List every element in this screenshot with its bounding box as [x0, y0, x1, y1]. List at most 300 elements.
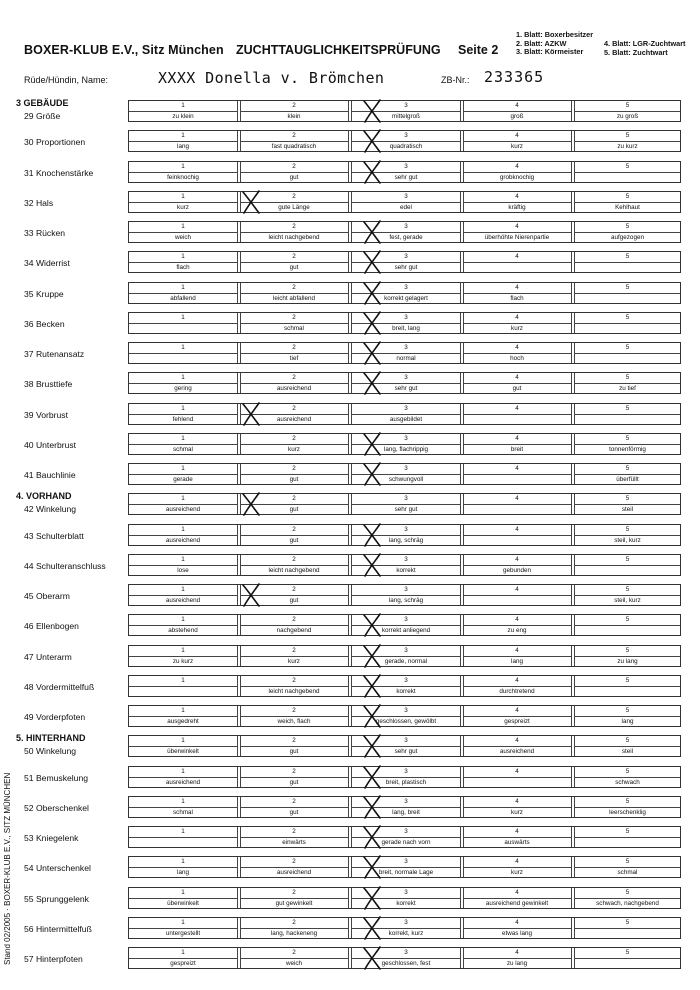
rating-option-5[interactable] [575, 464, 680, 484]
rating-description: gut [240, 474, 348, 485]
rating-option-1[interactable] [129, 948, 237, 968]
rating-option-3[interactable] [352, 404, 460, 424]
rating-option-5[interactable] [575, 343, 680, 363]
rating-option-2[interactable] [240, 615, 348, 635]
rating-option-1[interactable] [129, 676, 237, 696]
rating-description: lang, flachrippig [352, 444, 460, 455]
rating-description: ausreichend [129, 535, 237, 546]
rating-number: 3 [404, 828, 408, 835]
rating-description: gute Länge [240, 202, 348, 213]
rating-number: 4 [515, 344, 519, 351]
rating-option-5[interactable] [575, 313, 680, 333]
criterion-row [0, 887, 700, 911]
rating-number: 3 [404, 647, 408, 654]
rating-option-4[interactable] [463, 313, 571, 333]
rating-option-4[interactable] [463, 494, 571, 514]
rating-option-4[interactable] [463, 343, 571, 363]
rating-number: 4 [515, 707, 519, 714]
rating-option-1[interactable] [129, 222, 237, 242]
rating-number: 5 [625, 707, 630, 714]
rating-description [575, 958, 680, 969]
rating-description: breit, plastisch [352, 777, 460, 788]
rating-option-4[interactable] [463, 888, 571, 908]
rating-option-5[interactable] [575, 525, 680, 545]
rating-description [129, 837, 237, 848]
rating-option-5[interactable] [575, 192, 680, 212]
rating-description: gut [240, 746, 348, 757]
rating-option-1[interactable] [129, 918, 237, 938]
rating-number: 3 [404, 344, 408, 351]
rating-number: 2 [292, 132, 296, 139]
rating-number: 3 [404, 798, 408, 805]
rating-option-2[interactable] [240, 888, 348, 908]
rating-option-1[interactable] [129, 646, 237, 666]
rating-option-1[interactable] [129, 797, 237, 817]
rating-description: zu kurz [575, 141, 680, 152]
rating-option-2[interactable] [240, 918, 348, 938]
rating-description: korrekt [352, 898, 460, 909]
rating-description: leerschenklig [575, 807, 680, 818]
rating-number: 2 [292, 344, 296, 351]
criterion-label: 44 Schulteranschluss [24, 561, 106, 571]
rating-option-2[interactable] [240, 676, 348, 696]
rating-scale [128, 342, 681, 364]
rating-option-2[interactable] [240, 525, 348, 545]
rating-option-2[interactable] [240, 646, 348, 666]
rating-number: 3 [404, 102, 408, 109]
rating-number: 1 [181, 707, 185, 714]
rating-option-4[interactable] [463, 797, 571, 817]
rating-option-4[interactable] [463, 464, 571, 484]
rating-option-5[interactable] [575, 827, 680, 847]
rating-option-1[interactable] [129, 494, 237, 514]
rating-option-2[interactable] [240, 283, 348, 303]
rating-description: feinknochig [129, 172, 237, 183]
rating-scale [128, 251, 681, 273]
rating-description: flach [463, 293, 571, 304]
rating-description: lang, schräg [352, 535, 460, 546]
rating-option-5[interactable] [575, 373, 680, 393]
rating-option-1[interactable] [129, 736, 237, 756]
rating-number: 3 [404, 132, 408, 139]
rating-option-4[interactable] [463, 615, 571, 635]
rating-number: 5 [625, 495, 630, 502]
rating-scale [128, 463, 681, 485]
rating-option-4[interactable] [463, 767, 571, 787]
rating-option-4[interactable] [463, 827, 571, 847]
rating-number: 4 [515, 284, 519, 291]
rating-option-3[interactable] [352, 192, 460, 212]
rating-option-4[interactable] [463, 646, 571, 666]
criterion-row [0, 705, 700, 729]
rating-description [575, 353, 680, 364]
rating-description: gut [240, 807, 348, 818]
form-version-side-text: Stand 02/2005 · BOXER-KLUB E.V., SITZ MÜNCHEN [3, 772, 12, 965]
rating-option-4[interactable] [463, 162, 571, 182]
rating-scale [128, 554, 681, 576]
rating-description [463, 474, 571, 485]
rating-option-2[interactable] [240, 736, 348, 756]
rating-number: 2 [292, 465, 296, 472]
rating-option-2[interactable] [240, 555, 348, 575]
rating-description [575, 293, 680, 304]
rating-number: 3 [404, 435, 408, 442]
rating-number: 4 [515, 586, 519, 593]
rating-number: 3 [404, 586, 408, 593]
rating-option-1[interactable] [129, 252, 237, 272]
rating-number: 3 [404, 284, 408, 291]
rating-description: einwärts [240, 837, 348, 848]
rating-option-5[interactable] [575, 101, 680, 121]
rating-option-2[interactable] [240, 222, 348, 242]
rating-description: zu kurz [129, 656, 237, 667]
rating-description [463, 414, 571, 425]
rating-description: breit [463, 444, 571, 455]
rating-number: 1 [181, 223, 185, 230]
rating-description [575, 172, 680, 183]
rating-option-4[interactable] [463, 948, 571, 968]
criterion-label: 30 Proportionen [24, 137, 86, 147]
rating-description: gut [463, 383, 571, 394]
rating-option-5[interactable] [575, 797, 680, 817]
rating-description: lang, hackeneng [240, 928, 348, 939]
rating-description: ausreichend [240, 383, 348, 394]
rating-description: gut [240, 262, 348, 273]
rating-description: sehr gut [352, 504, 460, 515]
rating-number: 3 [404, 919, 408, 926]
section-heading: 4. VORHAND [16, 491, 72, 501]
rating-option-1[interactable] [129, 283, 237, 303]
checkmark-x-icon [361, 370, 383, 396]
rating-description: zu tief [575, 383, 680, 394]
rating-scale [128, 312, 681, 334]
criterion-label: 51 Bemuskelung [24, 773, 89, 783]
rating-number: 3 [404, 858, 408, 865]
rating-number: 1 [181, 798, 185, 805]
rating-option-2[interactable] [240, 131, 348, 151]
rating-option-2[interactable] [240, 827, 348, 847]
rating-option-5[interactable] [575, 162, 680, 182]
rating-number: 3 [404, 768, 408, 775]
rating-option-1[interactable] [129, 101, 237, 121]
rating-number: 2 [292, 163, 296, 170]
rating-scale [128, 766, 681, 788]
criterion-row [0, 312, 700, 336]
rating-number: 3 [404, 707, 408, 714]
rating-option-4[interactable] [463, 252, 571, 272]
rating-option-2[interactable] [240, 857, 348, 877]
rating-number: 3 [404, 163, 408, 170]
rating-number: 1 [181, 526, 185, 533]
rating-number: 5 [625, 465, 630, 472]
rating-option-2[interactable] [240, 162, 348, 182]
rating-number: 1 [181, 737, 185, 744]
rating-number: 2 [292, 616, 296, 623]
rating-number: 2 [292, 405, 296, 412]
form-title [236, 43, 498, 57]
rating-number: 3 [404, 193, 408, 200]
rating-option-1[interactable] [129, 615, 237, 635]
rating-scale [128, 161, 681, 183]
rating-description: ausreichend [240, 414, 348, 425]
rating-option-5[interactable] [575, 131, 680, 151]
rating-option-2[interactable] [240, 706, 348, 726]
rating-number: 1 [181, 586, 185, 593]
rating-description: ausreichend [463, 746, 571, 757]
rating-option-4[interactable] [463, 857, 571, 877]
rating-option-4[interactable] [463, 373, 571, 393]
checkmark-x-icon [361, 612, 383, 638]
rating-number: 5 [625, 768, 630, 775]
rating-option-2[interactable] [240, 373, 348, 393]
rating-option-5[interactable] [575, 283, 680, 303]
rating-number: 5 [625, 405, 630, 412]
rating-number: 1 [181, 858, 185, 865]
rating-option-4[interactable] [463, 101, 571, 121]
rating-description: korrekt anliegend [352, 625, 460, 636]
rating-description: abstehend [129, 625, 237, 636]
rating-number: 4 [515, 435, 519, 442]
rating-option-5[interactable] [575, 706, 680, 726]
rating-description: fast quadratisch [240, 141, 348, 152]
rating-number: 1 [181, 768, 185, 775]
rating-option-1[interactable] [129, 888, 237, 908]
checkmark-x-icon [361, 885, 383, 911]
rating-description: tief [240, 353, 348, 364]
criterion-label: 45 Oberarm [24, 591, 70, 601]
criterion-label: 50 Winkelung [24, 746, 77, 756]
rating-description: fest, gerade [352, 232, 460, 243]
rating-description: aufgezogen [575, 232, 680, 243]
rating-option-5[interactable] [575, 676, 680, 696]
rating-description: kurz [463, 867, 571, 878]
rating-number: 5 [625, 284, 630, 291]
criterion-label: 38 Brusttiefe [24, 379, 73, 389]
rating-number: 5 [625, 647, 630, 654]
rating-number: 2 [292, 707, 296, 714]
rating-description: steil, kurz [575, 535, 680, 546]
rating-description: gut [240, 504, 348, 515]
checkmark-x-icon [361, 280, 383, 306]
rating-option-4[interactable] [463, 676, 571, 696]
rating-option-4[interactable] [463, 222, 571, 242]
rating-description: weich, flach [240, 716, 348, 727]
rating-option-5[interactable] [575, 948, 680, 968]
rating-option-1[interactable] [129, 131, 237, 151]
criterion-row [0, 403, 700, 427]
rating-number: 3 [404, 616, 408, 623]
rating-description: lang [129, 141, 237, 152]
rating-option-2[interactable] [240, 252, 348, 272]
rating-description: breit, lang [352, 323, 460, 334]
rating-option-2[interactable] [240, 101, 348, 121]
rating-description: zu lang [463, 958, 571, 969]
rating-option-1[interactable] [129, 434, 237, 454]
rating-number: 4 [515, 919, 519, 926]
rating-number: 1 [181, 495, 185, 502]
rating-scale [128, 735, 681, 757]
rating-option-1[interactable] [129, 827, 237, 847]
rating-number: 4 [515, 223, 519, 230]
rating-option-5[interactable] [575, 888, 680, 908]
rating-description: überfüllt [575, 474, 680, 485]
rating-option-1[interactable] [129, 162, 237, 182]
criterion-label: 56 Hintermittelfuß [24, 924, 92, 934]
rating-option-4[interactable] [463, 918, 571, 938]
rating-option-2[interactable] [240, 767, 348, 787]
rating-option-1[interactable] [129, 192, 237, 212]
rating-option-5[interactable] [575, 585, 680, 605]
rating-description: geschlossen, gewölbt [352, 716, 460, 727]
rating-description: kurz [129, 202, 237, 213]
rating-number: 4 [515, 193, 519, 200]
rating-option-2[interactable] [240, 464, 348, 484]
rating-option-4[interactable] [463, 404, 571, 424]
rating-description: gebunden [463, 565, 571, 576]
rating-description: korrekt [352, 686, 460, 697]
rating-description: kurz [463, 323, 571, 334]
criterion-label: 55 Sprunggelenk [24, 894, 89, 904]
rating-number: 2 [292, 828, 296, 835]
copy-line: 1. Blatt: Boxerbesitzer [516, 30, 594, 39]
criterion-row [0, 100, 700, 124]
criterion-row [0, 221, 700, 245]
rating-option-5[interactable] [575, 252, 680, 272]
rating-option-4[interactable] [463, 706, 571, 726]
criterion-label: 54 Unterschenkel [24, 863, 91, 873]
rating-description: überwinkelt [129, 746, 237, 757]
rating-option-5[interactable] [575, 434, 680, 454]
rating-option-5[interactable] [575, 615, 680, 635]
rating-number: 5 [625, 798, 630, 805]
rating-number: 3 [404, 556, 408, 563]
rating-option-5[interactable] [575, 222, 680, 242]
rating-description: schmal [575, 867, 680, 878]
rating-option-4[interactable] [463, 585, 571, 605]
rating-description [575, 565, 680, 576]
rating-option-1[interactable] [129, 404, 237, 424]
rating-description: untergestellt [129, 928, 237, 939]
rating-option-5[interactable] [575, 494, 680, 514]
rating-description: korrekt, kurz [352, 928, 460, 939]
rating-scale [128, 826, 681, 848]
rating-option-4[interactable] [463, 131, 571, 151]
rating-number: 1 [181, 253, 185, 260]
rating-option-4[interactable] [463, 525, 571, 545]
rating-number: 1 [181, 344, 185, 351]
dog-name-field[interactable]: XXXX Donella v. Brömchen [158, 69, 385, 87]
rating-option-1[interactable] [129, 313, 237, 333]
zb-number-field[interactable]: 233365 [484, 68, 545, 86]
rating-number: 4 [515, 858, 519, 865]
criterion-row [0, 735, 700, 759]
rating-description: kurz [463, 141, 571, 152]
criterion-label: 36 Becken [24, 319, 65, 329]
criterion-row [0, 372, 700, 396]
rating-option-1[interactable] [129, 343, 237, 363]
rating-option-2[interactable] [240, 797, 348, 817]
rating-number: 4 [515, 132, 519, 139]
rating-description: klein [240, 111, 348, 122]
rating-number: 1 [181, 647, 185, 654]
criterion-row [0, 463, 700, 487]
rating-number: 5 [625, 314, 630, 321]
rating-option-5[interactable] [575, 767, 680, 787]
rating-option-4[interactable] [463, 192, 571, 212]
rating-description: ausreichend gewinkelt [463, 898, 571, 909]
page-indicator: Seite 2 [458, 43, 499, 57]
rating-option-2[interactable] [240, 343, 348, 363]
rating-option-4[interactable] [463, 283, 571, 303]
rating-option-3[interactable] [352, 585, 460, 605]
rating-description: ausgebildet [352, 414, 460, 425]
rating-description: Kehlhaut [575, 202, 680, 213]
rating-option-1[interactable] [129, 585, 237, 605]
rating-option-2[interactable] [240, 434, 348, 454]
rating-number: 1 [181, 132, 185, 139]
rating-option-5[interactable] [575, 404, 680, 424]
criterion-label: 47 Unterarm [24, 652, 72, 662]
rating-option-4[interactable] [463, 736, 571, 756]
copy-line: 4. Blatt: LGR-Zuchtwart [604, 39, 686, 48]
criterion-label: 42 Winkelung [24, 504, 77, 514]
rating-option-5[interactable] [575, 857, 680, 877]
criterion-row [0, 130, 700, 154]
rating-option-5[interactable] [575, 555, 680, 575]
rating-option-5[interactable] [575, 646, 680, 666]
rating-option-1[interactable] [129, 525, 237, 545]
rating-option-2[interactable] [240, 948, 348, 968]
rating-description: gerade, normal [352, 656, 460, 667]
rating-number: 1 [181, 677, 185, 684]
form-title-text: ZUCHTTAUGLICHKEITSPRÜFUNG [236, 43, 441, 57]
rating-number: 5 [625, 858, 630, 865]
rating-number: 4 [515, 314, 519, 321]
rating-description [575, 323, 680, 334]
rating-option-1[interactable] [129, 767, 237, 787]
rating-description: leicht nachgebend [240, 686, 348, 697]
rating-number: 3 [404, 405, 408, 412]
rating-option-1[interactable] [129, 555, 237, 575]
rating-option-1[interactable] [129, 706, 237, 726]
rating-scale [128, 191, 681, 213]
rating-option-2[interactable] [240, 313, 348, 333]
rating-number: 3 [404, 495, 408, 502]
rating-option-1[interactable] [129, 857, 237, 877]
criterion-label: 48 Vordermittelfuß [24, 682, 95, 692]
rating-number: 5 [625, 919, 630, 926]
rating-number: 2 [292, 526, 296, 533]
rating-number: 5 [625, 949, 630, 956]
rating-description [129, 323, 237, 334]
rating-description: sehr gut [352, 383, 460, 394]
rating-scale [128, 614, 681, 636]
criterion-row [0, 917, 700, 941]
rating-option-4[interactable] [463, 555, 571, 575]
rating-scale [128, 887, 681, 909]
rating-description: lang, breit [352, 807, 460, 818]
rating-number: 5 [625, 556, 630, 563]
rating-description: kurz [463, 807, 571, 818]
rating-number: 1 [181, 193, 185, 200]
rating-option-5[interactable] [575, 918, 680, 938]
rating-option-1[interactable] [129, 464, 237, 484]
rating-option-4[interactable] [463, 434, 571, 454]
rating-option-1[interactable] [129, 373, 237, 393]
rating-option-5[interactable] [575, 736, 680, 756]
criterion-row [0, 191, 700, 215]
rating-option-3[interactable] [352, 494, 460, 514]
